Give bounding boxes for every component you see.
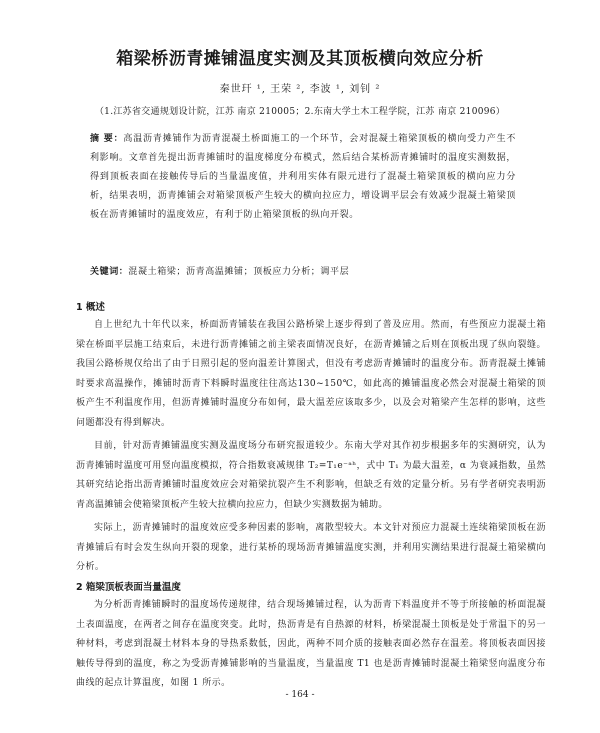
paragraph: 目前，针对沥青摊铺温度实测及温度场分布研究报道较少。东南大学对其作初步根据多年的实测研究，认为沥青摊铺时温度可用竖向温度模拟，符合指数衰减规律 T₂=T₁e⁻ᵃʰ，式中 T₁ 为最大温差，α 为衰减指数，虽然其研究结论指出沥青摊铺时温度效应会对箱梁抗裂产生不利影响，但缺乏有效的定量分析。另有学者研究表明沥青高温摊铺会使箱梁顶板产生较大拉横向拉应力，但缺少实测数据为辅助。 bbox=[76, 441, 546, 510]
page-number: - 164 - bbox=[285, 690, 315, 700]
section-heading-equivalent-temperature: 2 箱梁顶板表面当量温度 bbox=[76, 582, 181, 593]
abstract-text: 高温沥青摊铺作为沥青混凝土桥面施工的一个环节，会对混凝土箱梁顶板的横向受力产生不利影响。文章首先提出沥青摊铺时的温度梯度分布模式，然后结合某桥沥青摊铺时的温度实测数据，得到顶板表面在接触传导后的当量温度值，并利用实体有限元进行了混凝土箱梁顶板的横向应力分析，结果表明，沥青摊铺会对箱梁顶板产生较大的横向拉应力，增设调平层会有效减少混凝土箱梁顶板在沥青摊铺时的温度效应，有利于防止箱梁顶板的纵向开裂。 bbox=[90, 134, 516, 220]
paper-title: 箱梁桥沥青摊铺温度实测及其顶板横向效应分析 bbox=[116, 49, 484, 69]
keywords bbox=[90, 264, 516, 277]
affiliations: （1.江苏省交通规划设计院，江苏 南京 210005；2.东南大学土木工程学院，江苏 南京 210096） bbox=[94, 107, 506, 117]
keywords-text: 混凝土箱梁；沥青高温摊铺；顶板应力分析；调平层 bbox=[128, 267, 350, 277]
paragraph: 自上世纪九十年代以来，桥面沥青铺装在我国公路桥梁上逐步得到了普及应用。然而，有些预应力混凝土箱梁在桥面平层施工结束后，未进行沥青摊铺之前主梁表面情况良好，在沥青摊铺之后则在顶板出现了纵向裂缝。我国公路桥规仅给出了由于日照引起的竖向温差计算图式，但没有考虑沥青摊铺时的温度分布。沥青混凝土摊铺时要求高温操作，摊铺时沥青下料瞬时温度往往高达130~150℃，如此高的摊铺温度必然会对混凝土箱梁的顶板产生不利温度作用，但沥青摊铺时温度分布如何，最大温差应该取多少，以及会对箱梁产生怎样的影响，这些问题都没有得到解决。 bbox=[76, 320, 546, 428]
section-heading-overview: 1 概述 bbox=[76, 302, 105, 313]
keywords-label: 关键词： bbox=[90, 267, 129, 277]
abstract bbox=[90, 130, 516, 225]
abstract-label: 摘 要： bbox=[90, 134, 124, 144]
paragraph: 为分析沥青摊铺瞬时的温度场传递规律，结合现场摊铺过程，认为沥青下料温度并不等于所接触的桥面混凝土表面温度，在两者之间存在温度突变。此时，热沥青是有自热源的材料，桥梁混凝土顶板是处于常温下的另一种材料，考虑到混凝土材料本身的导热系数低，因此，两种不同介质的接触表面必然存在温差。将顶板表面因接触传导得到的温度，称之为受沥青摊铺影响的当量温度，当量温度 T1 也是沥青摊铺时混凝土箱梁竖向温度分布曲线的起点计算温度，如图 1 所示。 bbox=[76, 600, 546, 689]
paragraph: 实际上，沥青摊铺时的温度效应受多种因素的影响，离散型较大。本文针对预应力混凝土连续箱梁顶板在沥青摊铺后有时会发生纵向开裂的现象，进行某桥的现场沥青摊铺温度实测，并利用实测结果进行混凝土箱梁横向分析。 bbox=[76, 523, 546, 573]
author-list: 秦世玕 ¹, 王荣 ², 李波 ¹, 刘钊 ² bbox=[219, 84, 381, 95]
